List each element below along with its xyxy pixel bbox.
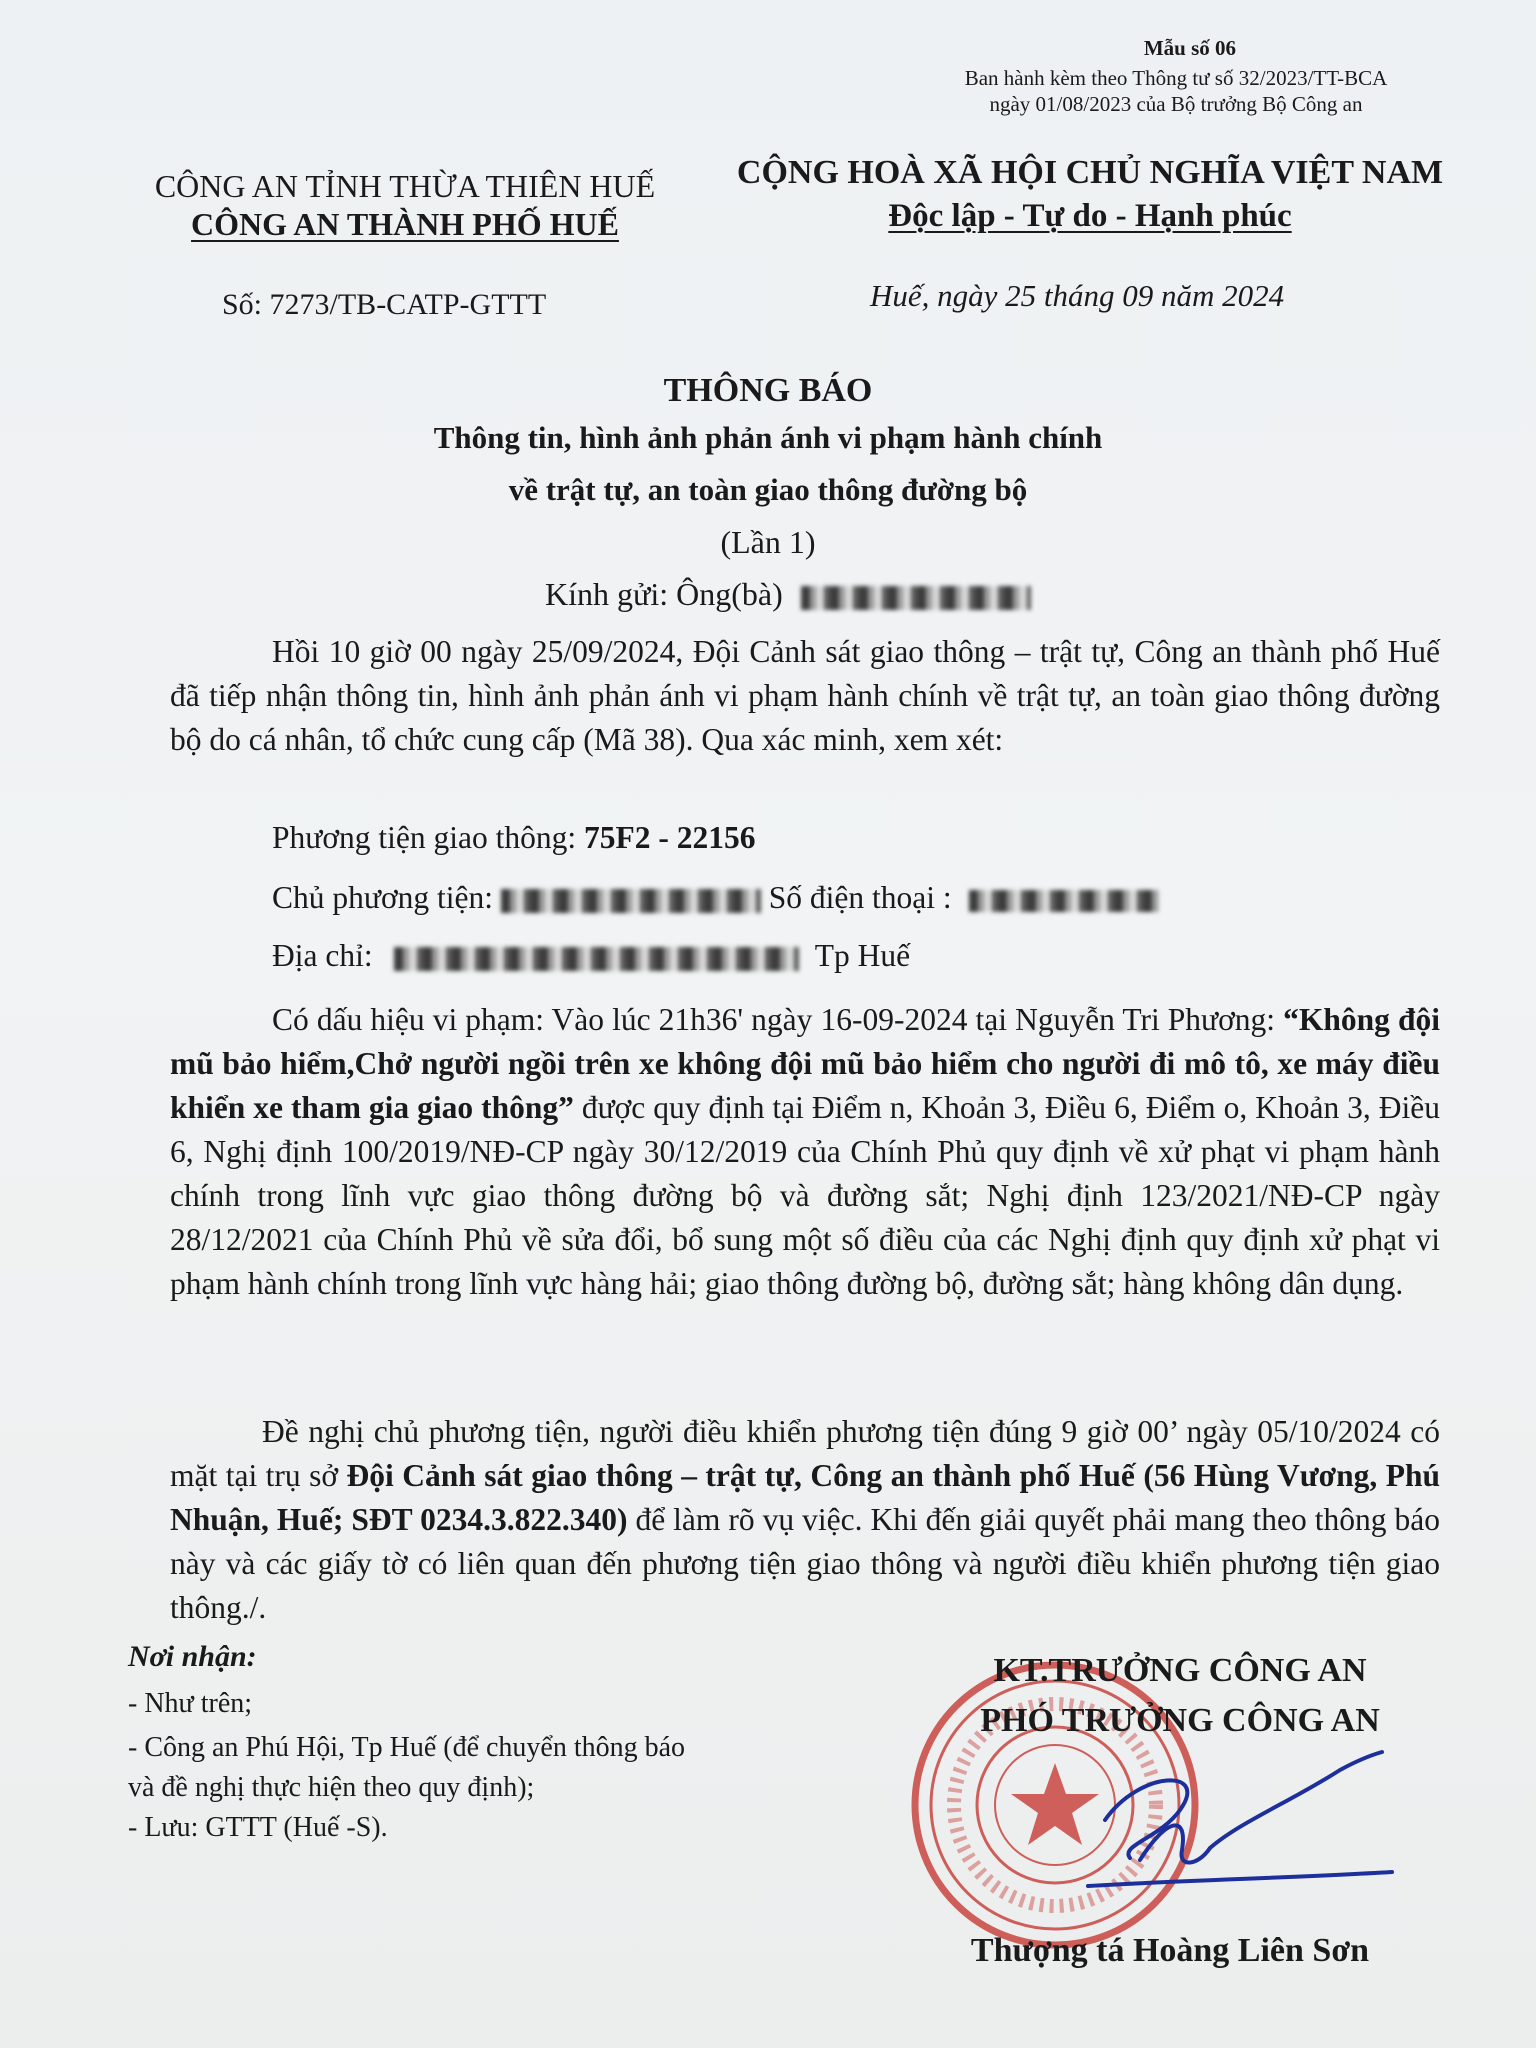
nation-name: CỘNG HOÀ XÃ HỘI CHỦ NGHĨA VIỆT NAM [736, 154, 1444, 191]
violation-paragraph [170, 998, 1440, 1306]
recipient-item-2-cont: và đề nghị thực hiện theo quy định); [128, 1772, 535, 1803]
notice-subtitle-2: về trật tự, an toàn giao thông đường bộ [508, 472, 1028, 507]
address-line [272, 938, 910, 974]
agency-name-text: CÔNG AN THÀNH PHỐ HUẾ [191, 206, 619, 242]
request-intro: Đề nghị chủ phương tiện, người điều khiển phương tiện đúng 9 giờ 00’ ngày 05/10/2024 có mặt tại trụ sở [170, 1414, 1440, 1493]
redacted-address [394, 947, 799, 971]
request-paragraph [170, 1410, 1440, 1630]
handwritten-signature [1070, 1740, 1400, 1900]
violation-intro: Có dấu hiệu vi phạm: Vào lúc 21h36' ngày 16-09-2024 tại Nguyễn Tri Phương: [272, 1002, 1284, 1037]
recipient-item-1: - Như trên; [128, 1688, 253, 1719]
national-motto-text: Độc lập - Tự do - Hạnh phúc [888, 198, 1292, 234]
address-label: Địa chỉ: [272, 938, 373, 973]
document-number: Số: 7273/TB-CATP-GTTT [222, 288, 547, 321]
address-city: Tp Huế [814, 938, 911, 973]
redacted-recipient-name [801, 586, 1031, 610]
signature-title-1: KT.TRƯỞNG CÔNG AN [993, 1652, 1367, 1689]
notice-subtitle-1: Thông tin, hình ảnh phản ánh vi phạm hành chính [433, 420, 1103, 455]
agency-parent: CÔNG AN TỈNH THỪA THIÊN HUẾ [154, 168, 656, 204]
recipient-line [545, 576, 1031, 613]
form-issued-line-1: Ban hành kèm theo Thông tư số 32/2023/TT-BCA [964, 66, 1388, 90]
vehicle-plate: 75F2 - 22156 [583, 820, 756, 855]
form-issued-line-2: ngày 01/08/2023 của Bộ trưởng Bộ Công an [989, 92, 1363, 116]
document-date: Huế, ngày 25 tháng 09 năm 2024 [870, 278, 1285, 313]
notice-title: THÔNG BÁO [663, 372, 873, 409]
notice-sequence: (Lần 1) [720, 524, 816, 560]
vehicle-label: Phương tiện giao thông: [272, 820, 577, 855]
form-number: Mẫu số 06 [1143, 36, 1236, 60]
request-details: để làm rõ vụ việc. Khi đến giải quyết phải mang theo thông báo này và các giấy tờ có liên quan đến phương tiện giao thông và người điều khiển phương tiện giao thông./. [170, 1502, 1440, 1625]
intro-paragraph: Hồi 10 giờ 00 ngày 25/09/2024, Đội Cảnh sát giao thông – trật tự, Công an thành phố Huế đã tiếp nhận thông tin, hình ảnh phản ánh vi phạm hành chính về trật tự, an toàn giao thông đường bộ do cá nhân, tổ chức cung cấp (Mã 38). Qua xác minh, xem xét: [170, 634, 1440, 757]
signature-title-2: PHÓ TRƯỞNG CÔNG AN [980, 1702, 1380, 1739]
request-location: Đội Cảnh sát giao thông – trật tự, Công an thành phố Huế (56 Hùng Vương, Phú Nhuận, Huế; SĐT 0234.3.822.340) [170, 1458, 1440, 1537]
owner-label: Chủ phương tiện: [272, 880, 493, 915]
recipients-heading: Nơi nhận: [128, 1640, 257, 1673]
redacted-phone-number [969, 890, 1159, 912]
violation-legal-basis: được quy định tại Điểm n, Khoản 3, Điều 6, Điểm o, Khoản 3, Điều 6, Nghị định 100/2019/NĐ-CP ngày 30/12/2019 của Chính Phủ quy định về xử phạt vi phạm hành chính trong lĩnh vực giao thông đường bộ và đường sắt; Nghị định 123/2021/NĐ-CP ngày 28/12/2021 của Chính Phủ về sửa đổi, bổ sung một số điều của các Nghị định quy định xử phạt vi phạm hành chính trong lĩnh vực hàng hải; giao thông đường bộ, đường sắt; hàng không dân dụng. [170, 1090, 1440, 1301]
recipient-label: Kính gửi: Ông(bà) [545, 576, 783, 612]
recipient-item-3: - Lưu: GTTT (Huế -S). [128, 1812, 388, 1843]
agency-name [140, 206, 670, 243]
owner-line [272, 880, 1159, 916]
national-motto [720, 198, 1460, 235]
violation-description: “Không đội mũ bảo hiểm,Chở người ngồi trên xe không đội mũ bảo hiểm cho người đi mô tô, xe máy điều khiển xe tham gia giao thông” [170, 1002, 1440, 1125]
vehicle-line [272, 820, 755, 856]
signer-name: Thượng tá Hoàng Liên Sơn [970, 1932, 1370, 1969]
phone-label: Số điện thoại : [768, 880, 952, 915]
recipient-item-2: - Công an Phú Hội, Tp Huế (để chuyển thông báo [128, 1732, 686, 1763]
redacted-owner-name [501, 889, 761, 913]
